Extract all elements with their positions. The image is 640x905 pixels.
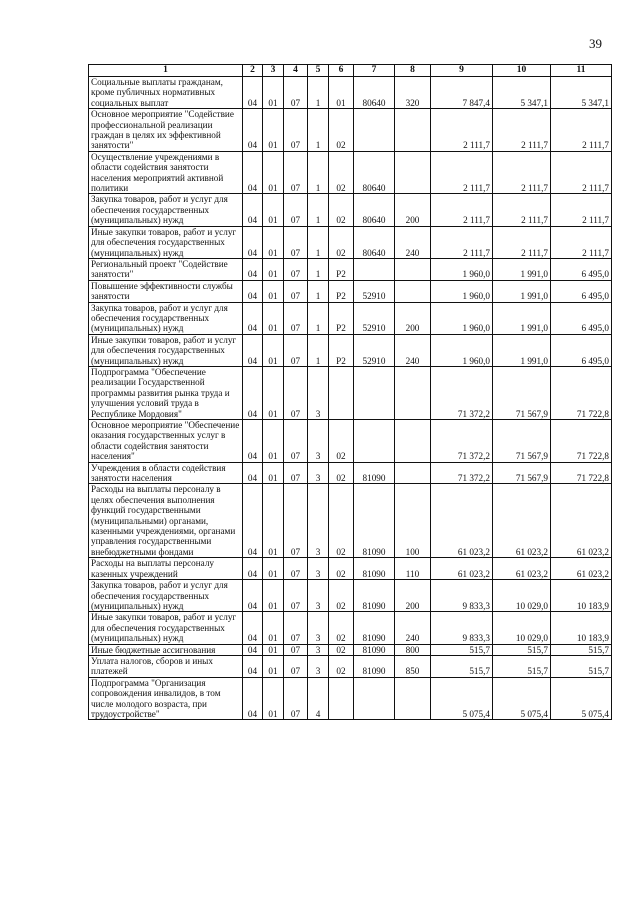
code-cell: 07 xyxy=(284,644,308,655)
amount-cell: 515,7 xyxy=(551,644,612,655)
code-cell: 07 xyxy=(284,462,308,484)
code-cell: 1 xyxy=(308,226,329,258)
code-cell: 07 xyxy=(284,302,308,334)
amount-cell: 515,7 xyxy=(431,644,493,655)
code-cell xyxy=(354,258,395,280)
code-cell: 3 xyxy=(308,580,329,612)
header-cell: 9 xyxy=(431,65,493,77)
code-cell: 07 xyxy=(284,366,308,419)
code-cell: 04 xyxy=(243,612,263,644)
item-name-cell: Расходы на выплаты персоналу в целях обеспечения выполнения функций государственными (муниципальными) органами, казенными учреждениями, органами управления государственными внебюджетными фондами xyxy=(89,484,243,558)
table-row xyxy=(89,677,612,720)
code-cell xyxy=(395,258,431,280)
code-cell: 81090 xyxy=(354,612,395,644)
amount-cell: 2 111,7 xyxy=(493,226,551,258)
amount-cell: 10 029,0 xyxy=(493,612,551,644)
header-cell: 5 xyxy=(308,65,329,77)
code-cell: 1 xyxy=(308,109,329,152)
code-cell: 02 xyxy=(329,484,354,558)
table-row xyxy=(89,558,612,580)
code-cell: 02 xyxy=(329,558,354,580)
amount-cell: 6 495,0 xyxy=(551,258,612,280)
code-cell: 80640 xyxy=(354,151,395,194)
code-cell: 3 xyxy=(308,655,329,677)
code-cell xyxy=(354,366,395,419)
code-cell: 81090 xyxy=(354,644,395,655)
amount-cell: 9 833,3 xyxy=(431,580,493,612)
header-row xyxy=(89,65,612,77)
amount-cell: 1 991,0 xyxy=(493,258,551,280)
amount-cell: 6 495,0 xyxy=(551,302,612,334)
code-cell xyxy=(395,462,431,484)
item-name-cell: Закупка товаров, работ и услуг для обеспечения государственных (муниципальных) нужд xyxy=(89,302,243,334)
code-cell: 3 xyxy=(308,420,329,463)
code-cell: 52910 xyxy=(354,334,395,366)
code-cell: 200 xyxy=(395,302,431,334)
code-cell xyxy=(395,677,431,720)
item-name-cell: Социальные выплаты гражданам, кроме публичных нормативных социальных выплат xyxy=(89,77,243,109)
header-cell: 2 xyxy=(243,65,263,77)
code-cell: 850 xyxy=(395,655,431,677)
code-cell: 04 xyxy=(243,151,263,194)
amount-cell: 61 023,2 xyxy=(493,484,551,558)
amount-cell: 1 960,0 xyxy=(431,302,493,334)
code-cell: 1 xyxy=(308,258,329,280)
code-cell: 04 xyxy=(243,334,263,366)
code-cell: 04 xyxy=(243,226,263,258)
code-cell: 04 xyxy=(243,420,263,463)
amount-cell: 10 029,0 xyxy=(493,580,551,612)
code-cell: 01 xyxy=(263,109,284,152)
amount-cell: 5 075,4 xyxy=(431,677,493,720)
code-cell: 04 xyxy=(243,462,263,484)
page-number: 39 xyxy=(589,36,602,51)
table-row xyxy=(89,151,612,194)
code-cell: 1 xyxy=(308,280,329,302)
code-cell: 02 xyxy=(329,644,354,655)
code-cell: 01 xyxy=(263,420,284,463)
code-cell: 01 xyxy=(263,258,284,280)
code-cell: 07 xyxy=(284,280,308,302)
code-cell xyxy=(329,677,354,720)
amount-cell: 71 372,2 xyxy=(431,420,493,463)
amount-cell: 61 023,2 xyxy=(493,558,551,580)
item-name-cell: Основное мероприятие "Обеспечение оказания государственных услуг в области содействия занятости населения" xyxy=(89,420,243,463)
header-cell: 1 xyxy=(89,65,243,77)
amount-cell: 6 495,0 xyxy=(551,334,612,366)
amount-cell: 6 495,0 xyxy=(551,280,612,302)
code-cell: 1 xyxy=(308,151,329,194)
amount-cell: 71 567,9 xyxy=(493,462,551,484)
amount-cell: 1 991,0 xyxy=(493,302,551,334)
code-cell xyxy=(395,280,431,302)
code-cell: 04 xyxy=(243,558,263,580)
item-name-cell: Уплата налогов, сборов и иных платежей xyxy=(89,655,243,677)
amount-cell: 61 023,2 xyxy=(431,558,493,580)
code-cell: 81090 xyxy=(354,655,395,677)
code-cell: 80640 xyxy=(354,77,395,109)
code-cell xyxy=(354,420,395,463)
amount-cell: 2 111,7 xyxy=(493,194,551,226)
code-cell: 3 xyxy=(308,366,329,419)
amount-cell: 2 111,7 xyxy=(493,109,551,152)
code-cell: 01 xyxy=(263,644,284,655)
amount-cell: 1 991,0 xyxy=(493,280,551,302)
amount-cell: 2 111,7 xyxy=(551,194,612,226)
code-cell: 01 xyxy=(263,366,284,419)
item-name-cell: Основное мероприятие "Содействие профессиональной реализации граждан в целях их эффективной занятости" xyxy=(89,109,243,152)
code-cell: 01 xyxy=(263,226,284,258)
code-cell: 07 xyxy=(284,420,308,463)
amount-cell: 2 111,7 xyxy=(431,226,493,258)
code-cell: 3 xyxy=(308,462,329,484)
code-cell: 01 xyxy=(263,77,284,109)
amount-cell: 2 111,7 xyxy=(431,109,493,152)
table-row xyxy=(89,655,612,677)
header-cell: 6 xyxy=(329,65,354,77)
code-cell: 07 xyxy=(284,655,308,677)
code-cell: 02 xyxy=(329,194,354,226)
item-name-cell: Осуществление учреждениями в области содействия занятости населения мероприятий активной политики xyxy=(89,151,243,194)
code-cell: 3 xyxy=(308,644,329,655)
table-row xyxy=(89,366,612,419)
code-cell: P2 xyxy=(329,334,354,366)
amount-cell: 2 111,7 xyxy=(551,151,612,194)
code-cell: 81090 xyxy=(354,462,395,484)
code-cell: 01 xyxy=(263,462,284,484)
amount-cell: 1 960,0 xyxy=(431,334,493,366)
amount-cell: 71 722,8 xyxy=(551,420,612,463)
table-row xyxy=(89,194,612,226)
amount-cell: 515,7 xyxy=(431,655,493,677)
table-row xyxy=(89,77,612,109)
amount-cell: 10 183,9 xyxy=(551,580,612,612)
code-cell: P2 xyxy=(329,258,354,280)
amount-cell: 5 075,4 xyxy=(551,677,612,720)
code-cell: 07 xyxy=(284,194,308,226)
table-body xyxy=(89,65,612,720)
table-row xyxy=(89,484,612,558)
code-cell: 800 xyxy=(395,644,431,655)
code-cell xyxy=(395,366,431,419)
item-name-cell: Иные закупки товаров, работ и услуг для обеспечения государственных (муниципальных) нужд xyxy=(89,226,243,258)
code-cell: 3 xyxy=(308,558,329,580)
header-cell: 3 xyxy=(263,65,284,77)
code-cell: 07 xyxy=(284,677,308,720)
code-cell: 240 xyxy=(395,226,431,258)
amount-cell: 1 960,0 xyxy=(431,258,493,280)
code-cell: 01 xyxy=(263,484,284,558)
code-cell: 02 xyxy=(329,109,354,152)
table-row xyxy=(89,462,612,484)
code-cell: 100 xyxy=(395,484,431,558)
amount-cell: 1 960,0 xyxy=(431,280,493,302)
code-cell: 02 xyxy=(329,226,354,258)
amount-cell: 515,7 xyxy=(493,655,551,677)
code-cell: 07 xyxy=(284,226,308,258)
code-cell: 02 xyxy=(329,655,354,677)
amount-cell: 61 023,2 xyxy=(431,484,493,558)
header-cell: 8 xyxy=(395,65,431,77)
code-cell: 04 xyxy=(243,655,263,677)
code-cell: 01 xyxy=(263,280,284,302)
table-row xyxy=(89,109,612,152)
code-cell: 07 xyxy=(284,484,308,558)
code-cell: 81090 xyxy=(354,558,395,580)
code-cell: 04 xyxy=(243,366,263,419)
code-cell: 04 xyxy=(243,77,263,109)
code-cell: 80640 xyxy=(354,226,395,258)
header-cell: 11 xyxy=(551,65,612,77)
item-name-cell: Иные закупки товаров, работ и услуг для обеспечения государственных (муниципальных) нужд xyxy=(89,612,243,644)
amount-cell: 2 111,7 xyxy=(431,151,493,194)
code-cell xyxy=(329,366,354,419)
amount-cell: 71 567,9 xyxy=(493,420,551,463)
code-cell: 81090 xyxy=(354,484,395,558)
table-row xyxy=(89,420,612,463)
amount-cell: 7 847,4 xyxy=(431,77,493,109)
code-cell: 07 xyxy=(284,558,308,580)
code-cell: 04 xyxy=(243,677,263,720)
amount-cell: 71 372,2 xyxy=(431,462,493,484)
code-cell: 07 xyxy=(284,151,308,194)
table-row xyxy=(89,644,612,655)
code-cell: 07 xyxy=(284,109,308,152)
code-cell: 07 xyxy=(284,258,308,280)
code-cell: 320 xyxy=(395,77,431,109)
code-cell: 80640 xyxy=(354,194,395,226)
amount-cell: 71 722,8 xyxy=(551,366,612,419)
code-cell: 07 xyxy=(284,334,308,366)
code-cell: 3 xyxy=(308,484,329,558)
amount-cell: 515,7 xyxy=(551,655,612,677)
item-name-cell: Региональный проект "Содействие занятости" xyxy=(89,258,243,280)
code-cell: 01 xyxy=(263,580,284,612)
budget-table xyxy=(88,64,612,720)
item-name-cell: Подпрограмма "Обеспечение реализации Государственной программы развития рынка труда и улучшения условий труда в Республике Мордовия" xyxy=(89,366,243,419)
table-row xyxy=(89,580,612,612)
code-cell: 04 xyxy=(243,194,263,226)
item-name-cell: Иные бюджетные ассигнования xyxy=(89,644,243,655)
header-cell: 10 xyxy=(493,65,551,77)
code-cell: 02 xyxy=(329,612,354,644)
code-cell xyxy=(354,677,395,720)
amount-cell: 2 111,7 xyxy=(493,151,551,194)
code-cell: 04 xyxy=(243,280,263,302)
code-cell: 240 xyxy=(395,612,431,644)
code-cell xyxy=(395,151,431,194)
code-cell: 200 xyxy=(395,580,431,612)
amount-cell: 61 023,2 xyxy=(551,558,612,580)
amount-cell: 1 991,0 xyxy=(493,334,551,366)
code-cell: 240 xyxy=(395,334,431,366)
code-cell: 01 xyxy=(329,77,354,109)
code-cell: P2 xyxy=(329,280,354,302)
code-cell: 01 xyxy=(263,302,284,334)
amount-cell: 515,7 xyxy=(493,644,551,655)
code-cell xyxy=(395,109,431,152)
table-row xyxy=(89,302,612,334)
code-cell: 04 xyxy=(243,644,263,655)
header-cell: 4 xyxy=(284,65,308,77)
item-name-cell: Учреждения в области содействия занятости населения xyxy=(89,462,243,484)
code-cell xyxy=(395,420,431,463)
amount-cell: 10 183,9 xyxy=(551,612,612,644)
amount-cell: 2 111,7 xyxy=(551,226,612,258)
amount-cell: 71 722,8 xyxy=(551,462,612,484)
amount-cell: 71 372,2 xyxy=(431,366,493,419)
code-cell: 1 xyxy=(308,194,329,226)
code-cell: 02 xyxy=(329,420,354,463)
code-cell: 01 xyxy=(263,677,284,720)
table-row xyxy=(89,612,612,644)
code-cell: 04 xyxy=(243,580,263,612)
code-cell: 200 xyxy=(395,194,431,226)
code-cell: 01 xyxy=(263,334,284,366)
code-cell: 1 xyxy=(308,302,329,334)
table-row xyxy=(89,280,612,302)
code-cell: 52910 xyxy=(354,302,395,334)
code-cell: 1 xyxy=(308,334,329,366)
item-name-cell: Подпрограмма "Организация сопровождения инвалидов, в том числе молодого возраста, при трудоустройстве" xyxy=(89,677,243,720)
code-cell: 52910 xyxy=(354,280,395,302)
amount-cell: 5 347,1 xyxy=(551,77,612,109)
amount-cell: 2 111,7 xyxy=(551,109,612,152)
code-cell: 04 xyxy=(243,258,263,280)
amount-cell: 5 075,4 xyxy=(493,677,551,720)
amount-cell: 9 833,3 xyxy=(431,612,493,644)
code-cell: 01 xyxy=(263,558,284,580)
code-cell: 07 xyxy=(284,580,308,612)
code-cell: 04 xyxy=(243,302,263,334)
item-name-cell: Закупка товаров, работ и услуг для обеспечения государственных (муниципальных) нужд xyxy=(89,194,243,226)
code-cell: 3 xyxy=(308,612,329,644)
item-name-cell: Закупка товаров, работ и услуг для обеспечения государственных (муниципальных) нужд xyxy=(89,580,243,612)
item-name-cell: Расходы на выплаты персоналу казенных учреждений xyxy=(89,558,243,580)
amount-cell: 5 347,1 xyxy=(493,77,551,109)
code-cell: 4 xyxy=(308,677,329,720)
code-cell: 04 xyxy=(243,484,263,558)
code-cell: 02 xyxy=(329,580,354,612)
code-cell: 01 xyxy=(263,612,284,644)
item-name-cell: Повышение эффективности службы занятости xyxy=(89,280,243,302)
code-cell: 07 xyxy=(284,612,308,644)
code-cell: P2 xyxy=(329,302,354,334)
item-name-cell: Иные закупки товаров, работ и услуг для обеспечения государственных (муниципальных) нужд xyxy=(89,334,243,366)
table-row xyxy=(89,226,612,258)
code-cell: 01 xyxy=(263,151,284,194)
code-cell: 01 xyxy=(263,194,284,226)
code-cell: 01 xyxy=(263,655,284,677)
code-cell: 110 xyxy=(395,558,431,580)
code-cell: 1 xyxy=(308,77,329,109)
amount-cell: 71 567,9 xyxy=(493,366,551,419)
code-cell xyxy=(354,109,395,152)
code-cell: 07 xyxy=(284,77,308,109)
code-cell: 02 xyxy=(329,462,354,484)
header-cell: 7 xyxy=(354,65,395,77)
code-cell: 04 xyxy=(243,109,263,152)
amount-cell: 61 023,2 xyxy=(551,484,612,558)
amount-cell: 2 111,7 xyxy=(431,194,493,226)
table-row xyxy=(89,334,612,366)
table-row xyxy=(89,258,612,280)
code-cell: 81090 xyxy=(354,580,395,612)
code-cell: 02 xyxy=(329,151,354,194)
